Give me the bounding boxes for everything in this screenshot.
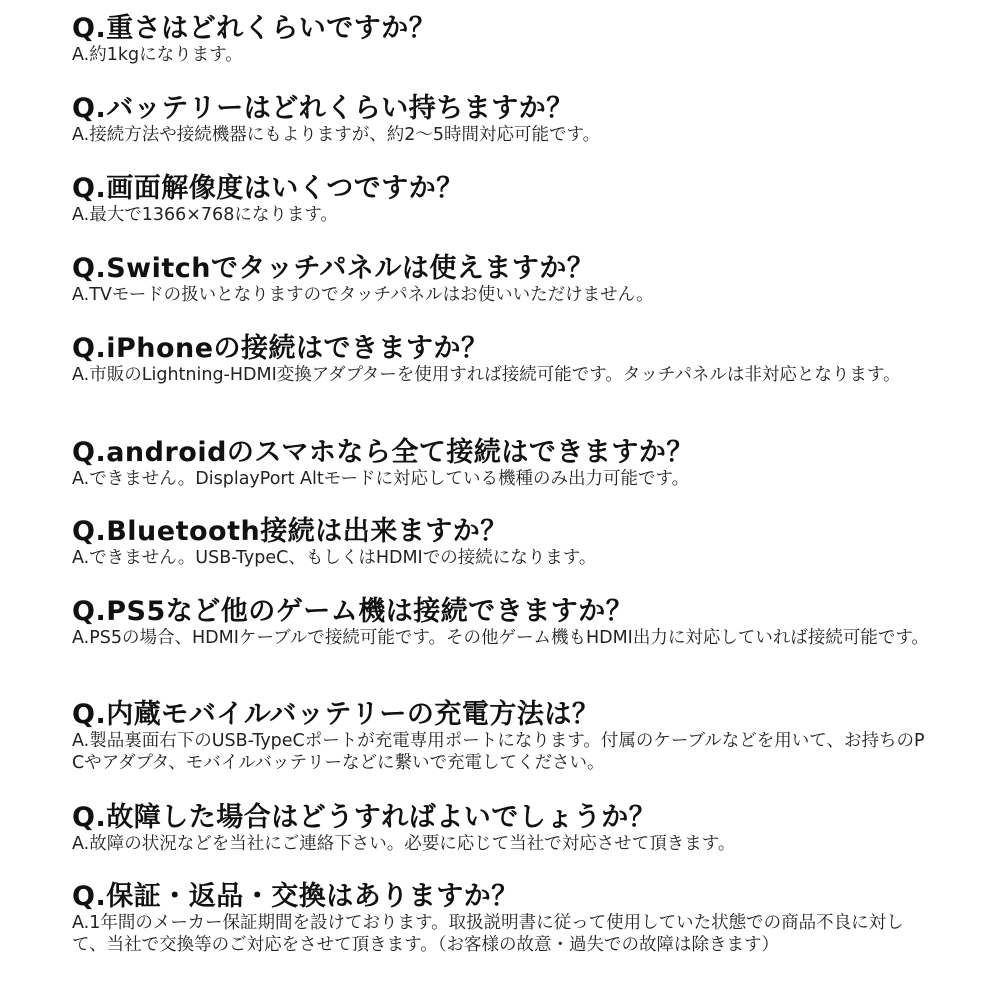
faq-question: Q.PS5など他のゲーム機は接続できますか？: [72, 596, 634, 627]
faq-item-iphone: [72, 334, 932, 386]
faq-answer: A.できません。DisplayPort Altモードに対応している機種のみ出力可能です。: [72, 469, 690, 489]
faq-item-bluetooth: [72, 517, 932, 569]
faq-item-switch: [72, 254, 932, 306]
faq-item-resolution: [72, 174, 932, 226]
faq-answer: A.PS5の場合、HDMIケーブルで接続可能です。その他ゲーム機もHDMI出力に対応していれば接続可能です。: [72, 628, 929, 648]
faq-question: Q.バッテリーはどれくらい持ちますか？: [72, 93, 574, 124]
faq-answer: A.できません。USB-TypeC、もしくはHDMIでの接続になります。: [72, 548, 597, 568]
faq-question: Q.iPhoneの接続はできますか？: [72, 333, 489, 364]
faq-answer: A.1年間のメーカー保証期間を設けております。取扱説明書に従って使用していた状態での商品不良に対して、当社で交換等のご対応をさせて頂きます。（お客様の故意・過失での故障は除きます）: [72, 913, 904, 955]
faq-question: Q.androidのスマホなら全て接続はできますか？: [72, 437, 694, 468]
faq-answer: A.接続方法や接続機器にもよりますが、約2〜5時間対応可能です。: [72, 125, 601, 145]
faq-item-game-console: [72, 597, 932, 649]
faq-answer: A.TVモードの扱いとなりますのでタッチパネルはお使いいただけません。: [72, 285, 654, 305]
faq-question: Q.Bluetooth接続は出来ますか？: [72, 516, 508, 547]
faq-question: Q.画面解像度はいくつですか？: [72, 173, 464, 204]
faq-item-battery: [72, 94, 932, 146]
faq-question: Q.故障した場合はどうすればよいでしょうか？: [72, 802, 657, 833]
faq-question: Q.内蔵モバイルバッテリーの充電方法は？: [72, 699, 600, 730]
faq-item-breakdown: [72, 803, 932, 855]
faq-answer: A.約1kgになります。: [72, 45, 243, 65]
faq-answer: A.故障の状況などを当社にご連絡下さい。必要に応じて当社で対応させて頂きます。: [72, 834, 736, 854]
faq-item-warranty: [72, 882, 932, 956]
faq-question: Q.Switchでタッチパネルは使えますか？: [72, 253, 595, 284]
faq-item-android: [72, 438, 932, 490]
faq-answer: A.最大で1366×768になります。: [72, 205, 338, 225]
faq-item-weight: [72, 14, 932, 66]
faq-question: Q.保証・返品・交換はありますか？: [72, 881, 519, 912]
faq-item-charging: [72, 700, 932, 774]
faq-question: Q.重さはどれくらいですか？: [72, 13, 437, 44]
faq-answer: A.製品裏面右下のUSB-TypeCポートが充電専用ポートになります。付属のケーブルなどを用いて、お持ちのPCやアダプタ、モバイルバッテリーなどに繋いで充電してください。: [72, 731, 925, 773]
faq-answer: A.市販のLightning-HDMI変換アダプターを使用すれば接続可能です。タッチパネルは非対応となります。: [72, 365, 901, 385]
